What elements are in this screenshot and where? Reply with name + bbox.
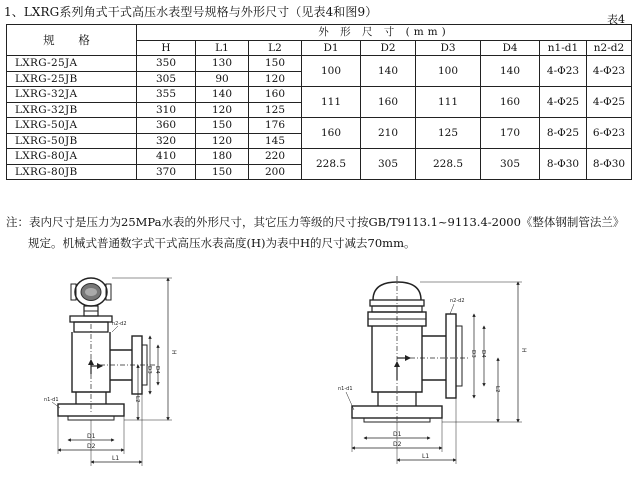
footnote	[6, 212, 631, 254]
left-meter-drawing	[44, 278, 177, 466]
dimension-group-header: 外 形 尺 寸 (mm)	[137, 25, 632, 41]
d1-cell: 111	[302, 87, 361, 118]
column-header: n2-d2	[587, 40, 632, 56]
column-header: L2	[249, 40, 302, 56]
d4-cell: 160	[481, 87, 540, 118]
d1-cell: 100	[302, 56, 361, 87]
d4-cell: 140	[481, 56, 540, 87]
l1-cell: 120	[196, 133, 249, 149]
l2-cell: 145	[249, 133, 302, 149]
n1d1-cell: 4-Φ23	[540, 56, 587, 87]
footnote-line-1: 注：表内尺寸是压力为25MPa水表的外形尺寸，其它压力等级的尺寸按GB/T9113.1~9113.4-2000《整体钢制管法兰》	[6, 215, 625, 229]
table-row	[7, 56, 632, 72]
l1-cell: 130	[196, 56, 249, 72]
l1-cell: 180	[196, 149, 249, 165]
model-cell: LXRG-25JA	[7, 56, 137, 72]
column-header: D2	[361, 40, 416, 56]
right-l1-label: L1	[422, 453, 430, 460]
dimension-drawing	[0, 262, 635, 480]
column-header: H	[137, 40, 196, 56]
l2-cell: 120	[249, 71, 302, 87]
left-d3-label: D3	[146, 366, 152, 374]
d4-cell: 305	[481, 149, 540, 180]
l2-cell: 200	[249, 164, 302, 180]
l2-cell: 220	[249, 149, 302, 165]
d2-cell: 210	[361, 118, 416, 149]
n2d2-cell: 8-Φ30	[587, 149, 632, 180]
h-cell: 310	[137, 102, 196, 118]
d3-cell: 111	[416, 87, 481, 118]
d4-cell: 170	[481, 118, 540, 149]
l1-cell: 120	[196, 102, 249, 118]
model-cell: LXRG-25JB	[7, 71, 137, 87]
h-cell: 320	[137, 133, 196, 149]
l1-cell: 150	[196, 164, 249, 180]
n2d2-cell: 6-Φ23	[587, 118, 632, 149]
h-cell: 370	[137, 164, 196, 180]
spec-table	[6, 24, 632, 180]
n2d2-cell: 4-Φ25	[587, 87, 632, 118]
d2-cell: 140	[361, 56, 416, 87]
left-d2-label: D2	[87, 443, 96, 450]
l2-cell: 150	[249, 56, 302, 72]
left-d1-label: D1	[87, 433, 96, 440]
page-heading: 1、LXRG系列角式干式高压水表型号规格与外形尺寸（见表4和图9）	[4, 5, 378, 19]
column-header: n1-d1	[540, 40, 587, 56]
left-d4-label: D4	[154, 366, 160, 374]
left-n2d2-label: n2-d2	[112, 321, 127, 327]
column-header: L1	[196, 40, 249, 56]
model-cell: LXRG-32JA	[7, 87, 137, 103]
d2-cell: 305	[361, 149, 416, 180]
n1d1-cell: 4-Φ25	[540, 87, 587, 118]
h-cell: 350	[137, 56, 196, 72]
l2-cell: 125	[249, 102, 302, 118]
left-l2-label: L2	[134, 396, 140, 403]
l1-cell: 90	[196, 71, 249, 87]
table-row	[7, 118, 632, 134]
d3-cell: 228.5	[416, 149, 481, 180]
l2-cell: 176	[249, 118, 302, 134]
table-row	[7, 87, 632, 103]
column-header: D1	[302, 40, 361, 56]
n1d1-cell: 8-Φ30	[540, 149, 587, 180]
d1-cell: 160	[302, 118, 361, 149]
column-header: D3	[416, 40, 481, 56]
left-l1-label: L1	[112, 455, 120, 462]
h-cell: 360	[137, 118, 196, 134]
model-cell: LXRG-50JB	[7, 133, 137, 149]
d3-cell: 100	[416, 56, 481, 87]
right-d3-label: D3	[470, 350, 476, 358]
h-cell: 410	[137, 149, 196, 165]
column-header: D4	[481, 40, 540, 56]
right-meter-drawing	[338, 276, 527, 464]
footnote-line-2: 规定。机械式普通数字式干式高压水表高度(H)为表中H的尺寸减去70mm。	[28, 236, 416, 250]
right-n1d1-label: n1-d1	[338, 386, 353, 392]
left-h-label: H	[170, 350, 177, 355]
h-cell: 355	[137, 87, 196, 103]
model-cell: LXRG-80JA	[7, 149, 137, 165]
l1-cell: 150	[196, 118, 249, 134]
h-cell: 305	[137, 71, 196, 87]
right-n2d2-label: n2-d2	[450, 298, 465, 304]
spec-header: 规 格	[7, 25, 137, 56]
n2d2-cell: 4-Φ23	[587, 56, 632, 87]
d1-cell: 228.5	[302, 149, 361, 180]
table-row	[7, 149, 632, 165]
right-l2-label: L2	[494, 386, 500, 393]
right-d1-label: D1	[393, 431, 402, 438]
model-cell: LXRG-80JB	[7, 164, 137, 180]
right-h-label: H	[520, 348, 527, 353]
d3-cell: 125	[416, 118, 481, 149]
model-cell: LXRG-32JB	[7, 102, 137, 118]
l2-cell: 160	[249, 87, 302, 103]
n1d1-cell: 8-Φ25	[540, 118, 587, 149]
l1-cell: 140	[196, 87, 249, 103]
table-number: 表4	[607, 13, 625, 26]
model-cell: LXRG-50JA	[7, 118, 137, 134]
right-d2-label: D2	[393, 441, 402, 448]
d2-cell: 160	[361, 87, 416, 118]
right-d4-label: D4	[480, 350, 486, 358]
left-n1d1-label: n1-d1	[44, 397, 59, 403]
